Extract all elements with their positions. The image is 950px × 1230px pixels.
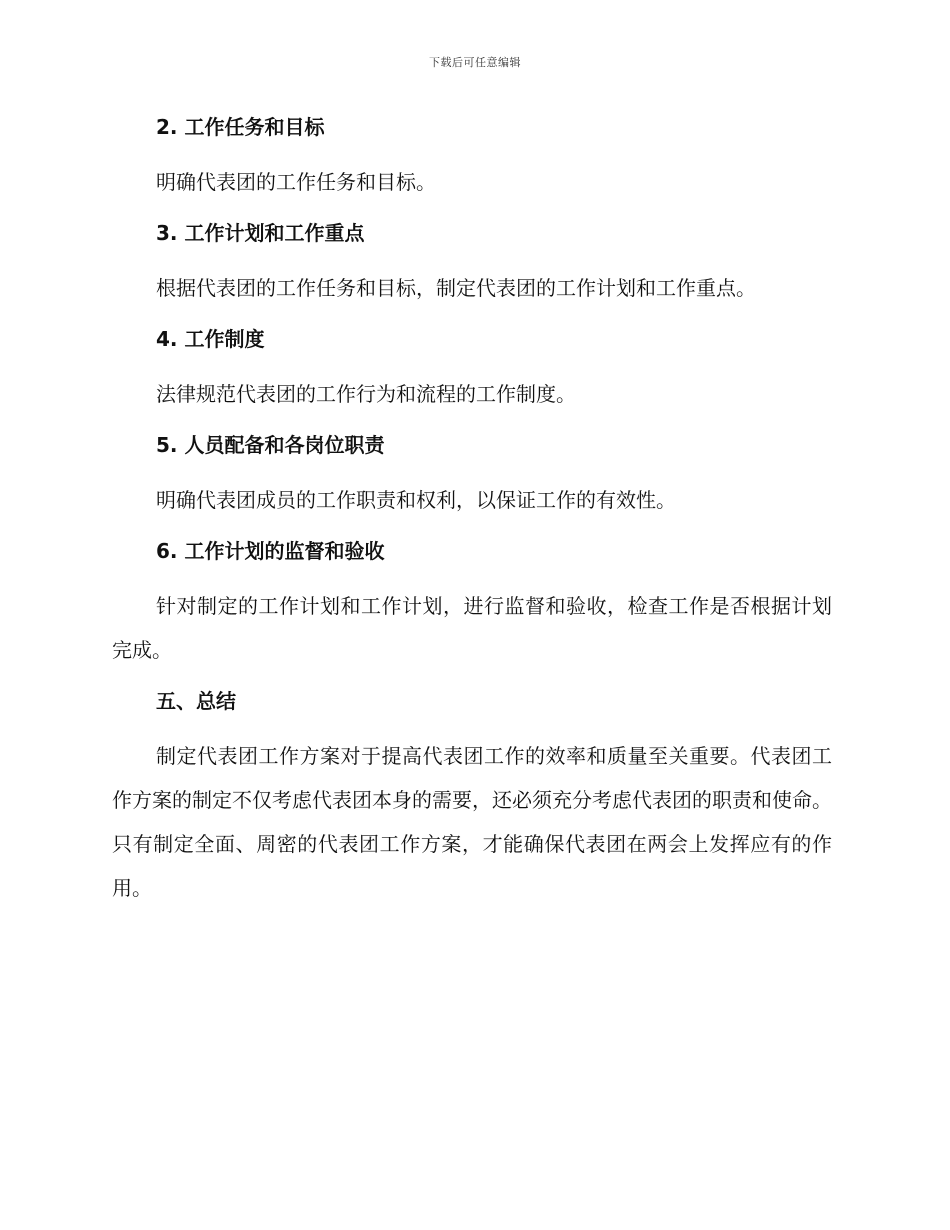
section-heading-summary: 五、总结 bbox=[156, 689, 236, 713]
document-body bbox=[112, 111, 832, 910]
section-heading-work-tasks: 2. 工作任务和目标 bbox=[156, 115, 325, 139]
section-heading-staffing: 5. 人员配备和各岗位职责 bbox=[156, 433, 385, 457]
section-heading-supervision: 6. 工作计划的监督和验收 bbox=[156, 539, 385, 563]
section-body-summary: 制定代表团工作方案对于提高代表团工作的效率和质量至关重要。代表团工作方案的制定不仅考虑代表团本身的需要，还必须充分考虑代表团的职责和使命。只有制定全面、周密的代表团工作方案，才能确保代表团在两会上发挥应有的作用。 bbox=[112, 744, 832, 900]
section-body-work-tasks: 明确代表团的工作任务和目标。 bbox=[156, 170, 436, 194]
section-body-supervision: 针对制定的工作计划和工作计划，进行监督和验收，检查工作是否根据计划完成。 bbox=[112, 594, 832, 662]
section-body-work-system: 法律规范代表团的工作行为和流程的工作制度。 bbox=[156, 382, 576, 406]
section-heading-work-system: 4. 工作制度 bbox=[156, 327, 265, 351]
section-body-staffing: 明确代表团成员的工作职责和权利，以保证工作的有效性。 bbox=[156, 488, 676, 512]
page-header: 下载后可任意编辑 bbox=[429, 56, 521, 69]
section-heading-work-plan: 3. 工作计划和工作重点 bbox=[156, 221, 365, 245]
section-body-work-plan: 根据代表团的工作任务和目标，制定代表团的工作计划和工作重点。 bbox=[156, 276, 756, 300]
